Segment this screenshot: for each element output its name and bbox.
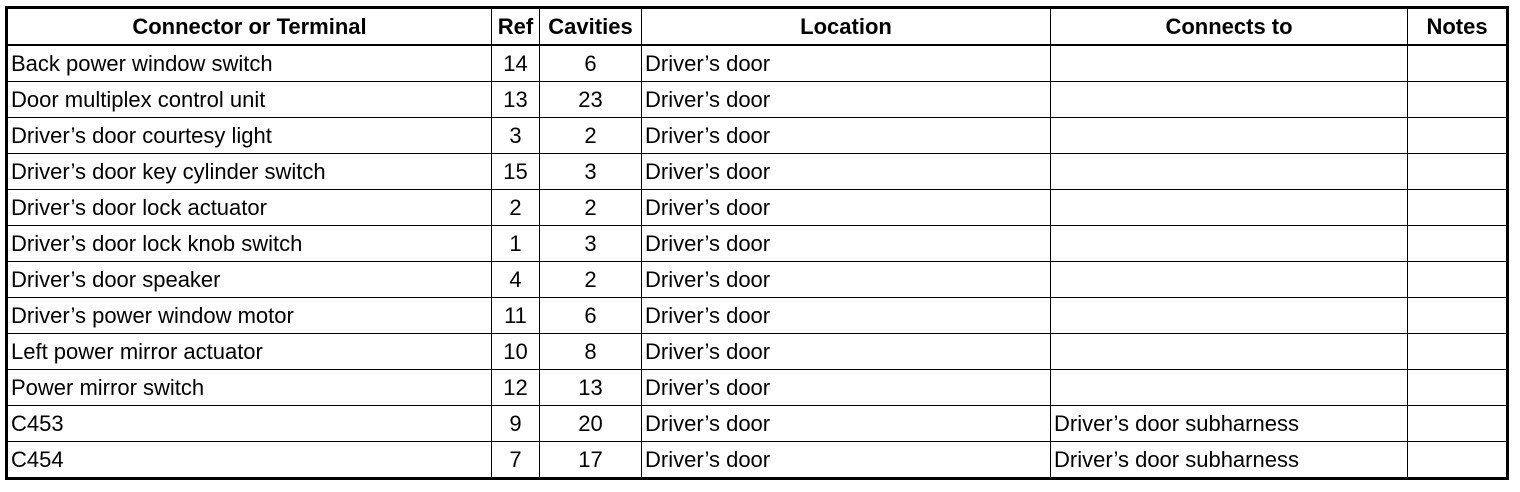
cell-cavities: 2 — [540, 190, 642, 226]
cell-connects-to — [1051, 82, 1408, 118]
cell-connector: Driver’s door courtesy light — [7, 118, 492, 154]
cell-connector: Driver’s door lock actuator — [7, 190, 492, 226]
cell-ref: 13 — [492, 82, 540, 118]
cell-connector: Driver’s power window motor — [7, 298, 492, 334]
header-ref: Ref — [492, 8, 540, 46]
cell-connector: Driver’s door speaker — [7, 262, 492, 298]
cell-location: Driver’s door — [642, 118, 1051, 154]
cell-ref: 4 — [492, 262, 540, 298]
cell-connector: Driver’s door key cylinder switch — [7, 154, 492, 190]
cell-notes — [1408, 45, 1508, 82]
table-row — [7, 334, 1508, 370]
cell-location: Driver’s door — [642, 298, 1051, 334]
cell-cavities: 6 — [540, 45, 642, 82]
cell-ref: 14 — [492, 45, 540, 82]
table-body — [7, 45, 1508, 479]
cell-notes — [1408, 118, 1508, 154]
table-row — [7, 190, 1508, 226]
cell-notes — [1408, 406, 1508, 442]
cell-location: Driver’s door — [642, 226, 1051, 262]
table-row — [7, 262, 1508, 298]
cell-connects-to — [1051, 334, 1408, 370]
header-connector: Connector or Terminal — [7, 8, 492, 46]
cell-notes — [1408, 190, 1508, 226]
header-location: Location — [642, 8, 1051, 46]
header-notes: Notes — [1408, 8, 1508, 46]
table-row — [7, 82, 1508, 118]
table-row — [7, 118, 1508, 154]
cell-cavities: 23 — [540, 82, 642, 118]
cell-cavities: 3 — [540, 226, 642, 262]
header-connects-to: Connects to — [1051, 8, 1408, 46]
cell-connector: Power mirror switch — [7, 370, 492, 406]
table-row — [7, 226, 1508, 262]
cell-connects-to — [1051, 190, 1408, 226]
cell-notes — [1408, 370, 1508, 406]
table-row — [7, 406, 1508, 442]
cell-cavities: 17 — [540, 442, 642, 479]
cell-location: Driver’s door — [642, 82, 1051, 118]
cell-location: Driver’s door — [642, 406, 1051, 442]
cell-cavities: 6 — [540, 298, 642, 334]
cell-cavities: 2 — [540, 118, 642, 154]
cell-notes — [1408, 442, 1508, 479]
cell-location: Driver’s door — [642, 442, 1051, 479]
cell-connector: Back power window switch — [7, 45, 492, 82]
cell-location: Driver’s door — [642, 370, 1051, 406]
cell-connector: C454 — [7, 442, 492, 479]
table-header-row — [7, 8, 1508, 46]
table-row — [7, 298, 1508, 334]
connector-table-container — [5, 6, 1506, 480]
header-cavities: Cavities — [540, 8, 642, 46]
cell-notes — [1408, 154, 1508, 190]
cell-ref: 2 — [492, 190, 540, 226]
cell-cavities: 20 — [540, 406, 642, 442]
cell-connects-to — [1051, 154, 1408, 190]
table-row — [7, 45, 1508, 82]
cell-connects-to — [1051, 118, 1408, 154]
cell-ref: 10 — [492, 334, 540, 370]
cell-ref: 9 — [492, 406, 540, 442]
cell-cavities: 3 — [540, 154, 642, 190]
cell-connector: C453 — [7, 406, 492, 442]
table-row — [7, 442, 1508, 479]
cell-connects-to — [1051, 370, 1408, 406]
cell-notes — [1408, 334, 1508, 370]
cell-connector: Driver’s door lock knob switch — [7, 226, 492, 262]
cell-notes — [1408, 82, 1508, 118]
cell-connector: Door multiplex control unit — [7, 82, 492, 118]
cell-connector: Left power mirror actuator — [7, 334, 492, 370]
cell-location: Driver’s door — [642, 154, 1051, 190]
cell-connects-to — [1051, 298, 1408, 334]
cell-location: Driver’s door — [642, 45, 1051, 82]
cell-location: Driver’s door — [642, 334, 1051, 370]
cell-cavities: 2 — [540, 262, 642, 298]
cell-ref: 1 — [492, 226, 540, 262]
cell-cavities: 13 — [540, 370, 642, 406]
cell-notes — [1408, 298, 1508, 334]
cell-notes — [1408, 262, 1508, 298]
cell-connects-to: Driver’s door subharness — [1051, 406, 1408, 442]
cell-cavities: 8 — [540, 334, 642, 370]
cell-connects-to — [1051, 262, 1408, 298]
table-row — [7, 370, 1508, 406]
cell-connects-to — [1051, 45, 1408, 82]
cell-notes — [1408, 226, 1508, 262]
cell-location: Driver’s door — [642, 190, 1051, 226]
cell-ref: 12 — [492, 370, 540, 406]
cell-ref: 11 — [492, 298, 540, 334]
cell-connects-to: Driver’s door subharness — [1051, 442, 1408, 479]
cell-ref: 15 — [492, 154, 540, 190]
cell-ref: 7 — [492, 442, 540, 479]
cell-location: Driver’s door — [642, 262, 1051, 298]
cell-connects-to — [1051, 226, 1408, 262]
table-row — [7, 154, 1508, 190]
cell-ref: 3 — [492, 118, 540, 154]
connector-table — [5, 6, 1509, 480]
